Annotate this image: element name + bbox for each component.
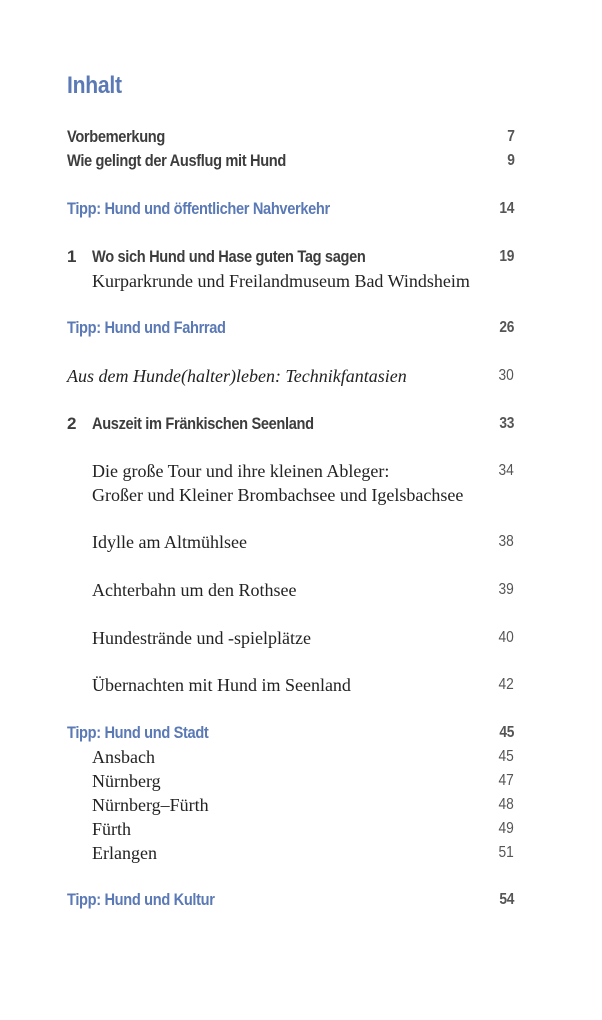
toc-entry-chapter-1[interactable] xyxy=(0,245,602,269)
entry-page: 7 xyxy=(506,128,514,145)
entry-title: Tipp: Hund und Fahrrad xyxy=(67,318,226,337)
entry-page: 34 xyxy=(498,462,514,479)
toc-entry-hundestraende[interactable] xyxy=(0,626,602,650)
entry-title: Wo sich Hund und Hase guten Tag sagen xyxy=(92,247,366,266)
entry-page: 45 xyxy=(499,724,514,741)
toc-entry-ansbach[interactable] xyxy=(0,745,602,769)
toc-entry-hundeleben[interactable] xyxy=(0,364,602,388)
entry-page: 30 xyxy=(498,367,514,384)
chapter-number: 2 xyxy=(67,414,77,433)
entry-title: Tipp: Hund und Stadt xyxy=(67,723,209,742)
entry-title: Hundestrände und -spielplätze xyxy=(92,628,311,648)
entry-page: 33 xyxy=(499,415,514,432)
entry-page: 9 xyxy=(506,152,514,169)
entry-title: Vorbemerkung xyxy=(67,127,165,146)
entry-page: 40 xyxy=(498,629,514,646)
entry-page: 47 xyxy=(498,772,514,789)
entry-title: Wie gelingt der Ausflug mit Hund xyxy=(67,151,286,170)
entry-page: 26 xyxy=(499,319,514,336)
toc-entry-ausflug[interactable] xyxy=(0,149,602,173)
entry-page: 42 xyxy=(498,676,514,693)
entry-page: 54 xyxy=(499,891,514,908)
entry-title: Aus dem Hunde(halter)leben: Technikfantasien xyxy=(67,366,407,386)
entry-title: Tipp: Hund und Kultur xyxy=(67,890,215,909)
toc-entry-chapter-2[interactable] xyxy=(0,412,602,436)
toc-entry-idylle[interactable] xyxy=(0,530,602,554)
toc-heading: Inhalt xyxy=(67,72,122,99)
toc-entry-tipp-kultur[interactable] xyxy=(0,888,602,912)
entry-title: Tipp: Hund und öffentlicher Nahverkehr xyxy=(67,199,330,218)
entry-title: Auszeit im Fränkischen Seenland xyxy=(92,414,314,433)
entry-page: 19 xyxy=(499,248,514,265)
toc-entry-nuernberg[interactable] xyxy=(0,769,602,793)
entry-page: 14 xyxy=(499,200,514,217)
toc-entry-grosse-tour[interactable] xyxy=(0,459,602,483)
toc-entry-erlangen[interactable] xyxy=(0,841,602,865)
entry-title: Idylle am Altmühlsee xyxy=(92,532,247,552)
entry-title: Nürnberg xyxy=(92,771,161,791)
toc-entry-tipp-stadt[interactable] xyxy=(0,721,602,745)
entry-page: 48 xyxy=(498,796,514,813)
toc-entry-grosse-tour-subtitle xyxy=(0,483,602,507)
entry-title: Fürth xyxy=(92,819,132,839)
toc-entry-nuernberg-fuerth[interactable] xyxy=(0,793,602,817)
entry-title: Erlangen xyxy=(92,843,157,863)
entry-title: Achterbahn um den Rothsee xyxy=(92,580,297,600)
entry-title: Übernachten mit Hund im Seenland xyxy=(92,675,351,695)
chapter-number: 1 xyxy=(67,247,77,266)
entry-page: 49 xyxy=(498,820,514,837)
entry-page: 39 xyxy=(498,581,514,598)
toc-entry-fuerth[interactable] xyxy=(0,817,602,841)
entry-page: 51 xyxy=(498,844,514,861)
entry-page: 38 xyxy=(498,533,514,550)
toc-entry-chapter-1-subtitle xyxy=(0,269,602,293)
toc-entry-tipp-fahrrad[interactable] xyxy=(0,316,602,340)
entry-subtitle: Großer und Kleiner Brombachsee und Igelsbachsee xyxy=(92,485,464,505)
toc-entry-tipp-nahverkehr[interactable] xyxy=(0,197,602,221)
toc-entry-vorbemerkung[interactable] xyxy=(0,125,602,149)
entry-title: Die große Tour und ihre kleinen Ableger: xyxy=(92,461,390,481)
entry-title: Ansbach xyxy=(92,747,155,767)
entry-page: 45 xyxy=(498,748,514,765)
entry-subtitle: Kurparkrunde und Freilandmuseum Bad Windsheim xyxy=(92,271,470,291)
entry-title: Nürnberg–Fürth xyxy=(92,795,209,815)
toc-entry-achterbahn[interactable] xyxy=(0,578,602,602)
toc-entry-uebernachten[interactable] xyxy=(0,673,602,697)
